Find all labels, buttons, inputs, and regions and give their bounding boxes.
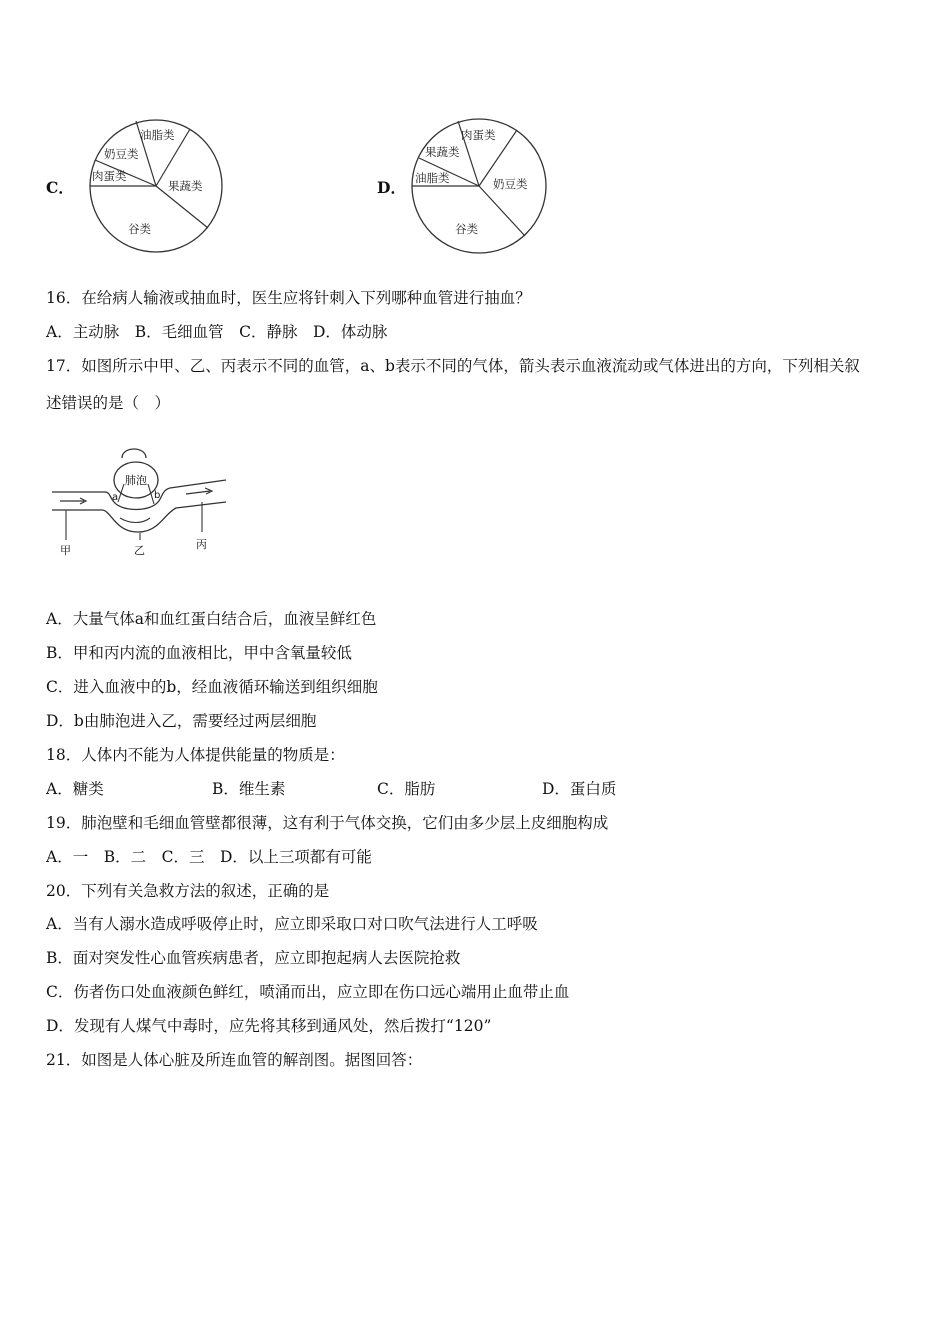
slice-label: 谷类: [455, 222, 478, 236]
slice-label: 果蔬类: [168, 179, 203, 193]
slice-label: 果蔬类: [425, 145, 460, 159]
question-17-option-b: B．甲和丙内流的血液相比，甲中含氧量较低: [46, 644, 352, 662]
slice-label: 肉蛋类: [461, 128, 496, 142]
slice-label: 谷类: [128, 222, 151, 236]
vessel-jia-label: 甲: [60, 544, 71, 557]
pie-chart-d: [407, 116, 551, 258]
question-20-option-b: B．面对突发性心血管疾病患者，应立即抱起病人去医院抢救: [46, 949, 461, 967]
question-16-stem: 16．在给病人输液或抽血时，医生应将针刺入下列哪种血管进行抽血？: [46, 289, 531, 307]
vessel-yi-label: 乙: [134, 544, 145, 557]
question-20-stem: 20．下列有关急救方法的叙述，正确的是: [46, 882, 330, 900]
slice-label: 油脂类: [140, 128, 175, 142]
question-19-stem: 19．肺泡壁和毛细血管壁都很薄，这有利于气体交换，它们由多少层上皮细胞构成: [46, 814, 609, 832]
question-17-option-a: A．大量气体a和血红蛋白结合后，血液呈鲜红色: [46, 610, 377, 628]
question-18-option-a: A．糖类: [46, 780, 104, 798]
slice-label: 奶豆类: [104, 147, 139, 161]
question-17-option-c: C．进入血液中的b，经血液循环输送到组织细胞: [46, 678, 378, 696]
vessel-bing-label: 丙: [196, 538, 207, 551]
question-16-options: A．主动脉 B．毛细血管 C．静脉 D．体动脉: [46, 323, 388, 341]
question-18-option-b: B．维生素: [212, 780, 286, 798]
question-18-option-d: D．蛋白质: [542, 780, 617, 798]
question-21-stem: 21．如图是人体心脏及所连血管的解剖图。据图回答：: [46, 1051, 423, 1069]
question-17-stem-line1: 17．如图所示中甲、乙、丙表示不同的血管，a、b表示不同的气体，箭头表示血液流动或气体进出的方向，下列相关叙: [46, 357, 860, 375]
option-d-label: D．: [377, 178, 406, 197]
question-18-stem: 18．人体内不能为人体提供能量的物质是：: [46, 746, 345, 764]
question-20-option-d: D．发现有人煤气中毒时，应先将其移到通风处，然后拨打“120”: [46, 1017, 492, 1035]
slice-label: 油脂类: [415, 171, 450, 185]
slice-label: 肉蛋类: [92, 169, 127, 183]
question-20-option-c: C．伤者伤口处血液颜色鲜红，喷涌而出，应立即在伤口远心端用止血带止血: [46, 983, 570, 1001]
question-18-option-c: C．脂肪: [377, 780, 436, 798]
alveolus-capillary-figure: [50, 440, 234, 562]
question-17-stem-line2: 述错误的是（ ）: [46, 394, 171, 412]
question-18-options: [46, 777, 746, 797]
gas-a-label: a: [112, 492, 119, 503]
slice-label: 奶豆类: [493, 177, 528, 191]
pie-chart-c: [84, 116, 226, 258]
option-c-label: C．: [46, 178, 74, 197]
question-19-options: A．一 B．二 C．三 D．以上三项都有可能: [46, 848, 372, 866]
question-17-option-d: D．b由肺泡进入乙，需要经过两层细胞: [46, 712, 317, 730]
question-20-option-a: A．当有人溺水造成呼吸停止时，应立即采取口对口吹气法进行人工呼吸: [46, 915, 538, 933]
gas-b-label: b: [154, 490, 161, 501]
alveolus-label: 肺泡: [125, 474, 147, 487]
